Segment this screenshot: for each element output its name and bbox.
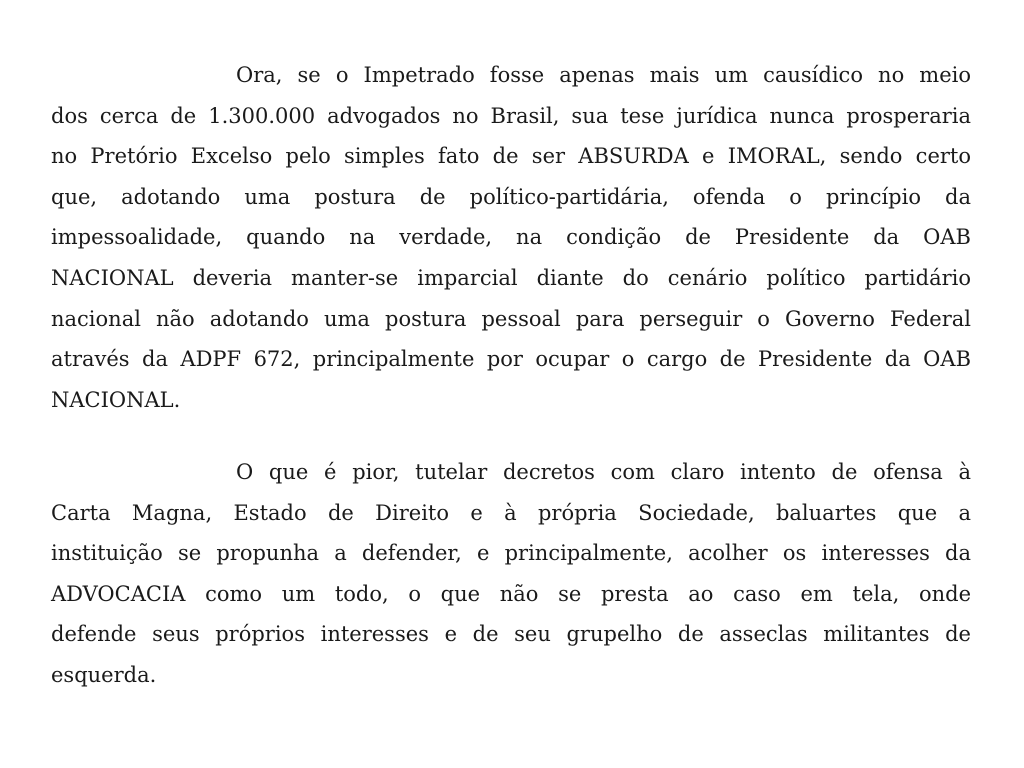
paragraph-line: impessoalidade, quando na verdade, na condição de Presidente da OAB (51, 225, 971, 250)
paragraph-line: que, adotando uma postura de político-partidária, ofenda o princípio da (51, 184, 971, 209)
paragraph-line: O que é pior, tutelar decretos com claro intento de ofensa à (236, 460, 971, 484)
paragraph-2 (51, 452, 971, 696)
paragraph-line: Carta Magna, Estado de Direito e à própria Sociedade, baluartes que a (51, 500, 971, 525)
paragraph-line: Ora, se o Impetrado fosse apenas mais um causídico no meio (236, 63, 971, 87)
paragraph-line: no Pretório Excelso pelo simples fato de ser ABSURDA e IMORAL, sendo certo (51, 144, 971, 169)
paragraph-line: dos cerca de 1.300.000 advogados no Brasil, sua tese jurídica nunca prosperaria (51, 103, 971, 128)
paragraph-line: através da ADPF 672, principalmente por ocupar o cargo de Presidente da OAB (51, 347, 971, 372)
paragraph-line: esquerda. (51, 662, 157, 687)
paragraph-line: ADVOCACIA como um todo, o que não se presta ao caso em tela, onde (51, 581, 971, 606)
paragraph-line: defende seus próprios interesses e de seu grupelho de asseclas militantes de (51, 622, 971, 647)
paragraph-line: NACIONAL. (51, 387, 181, 412)
paragraph-1 (51, 55, 971, 420)
paragraph-line: NACIONAL deveria manter-se imparcial diante do cenário político partidário (51, 265, 971, 290)
paragraph-line: nacional não adotando uma postura pessoal para perseguir o Governo Federal (51, 306, 971, 331)
paragraph-line: instituição se propunha a defender, e principalmente, acolher os interesses da (51, 541, 971, 566)
